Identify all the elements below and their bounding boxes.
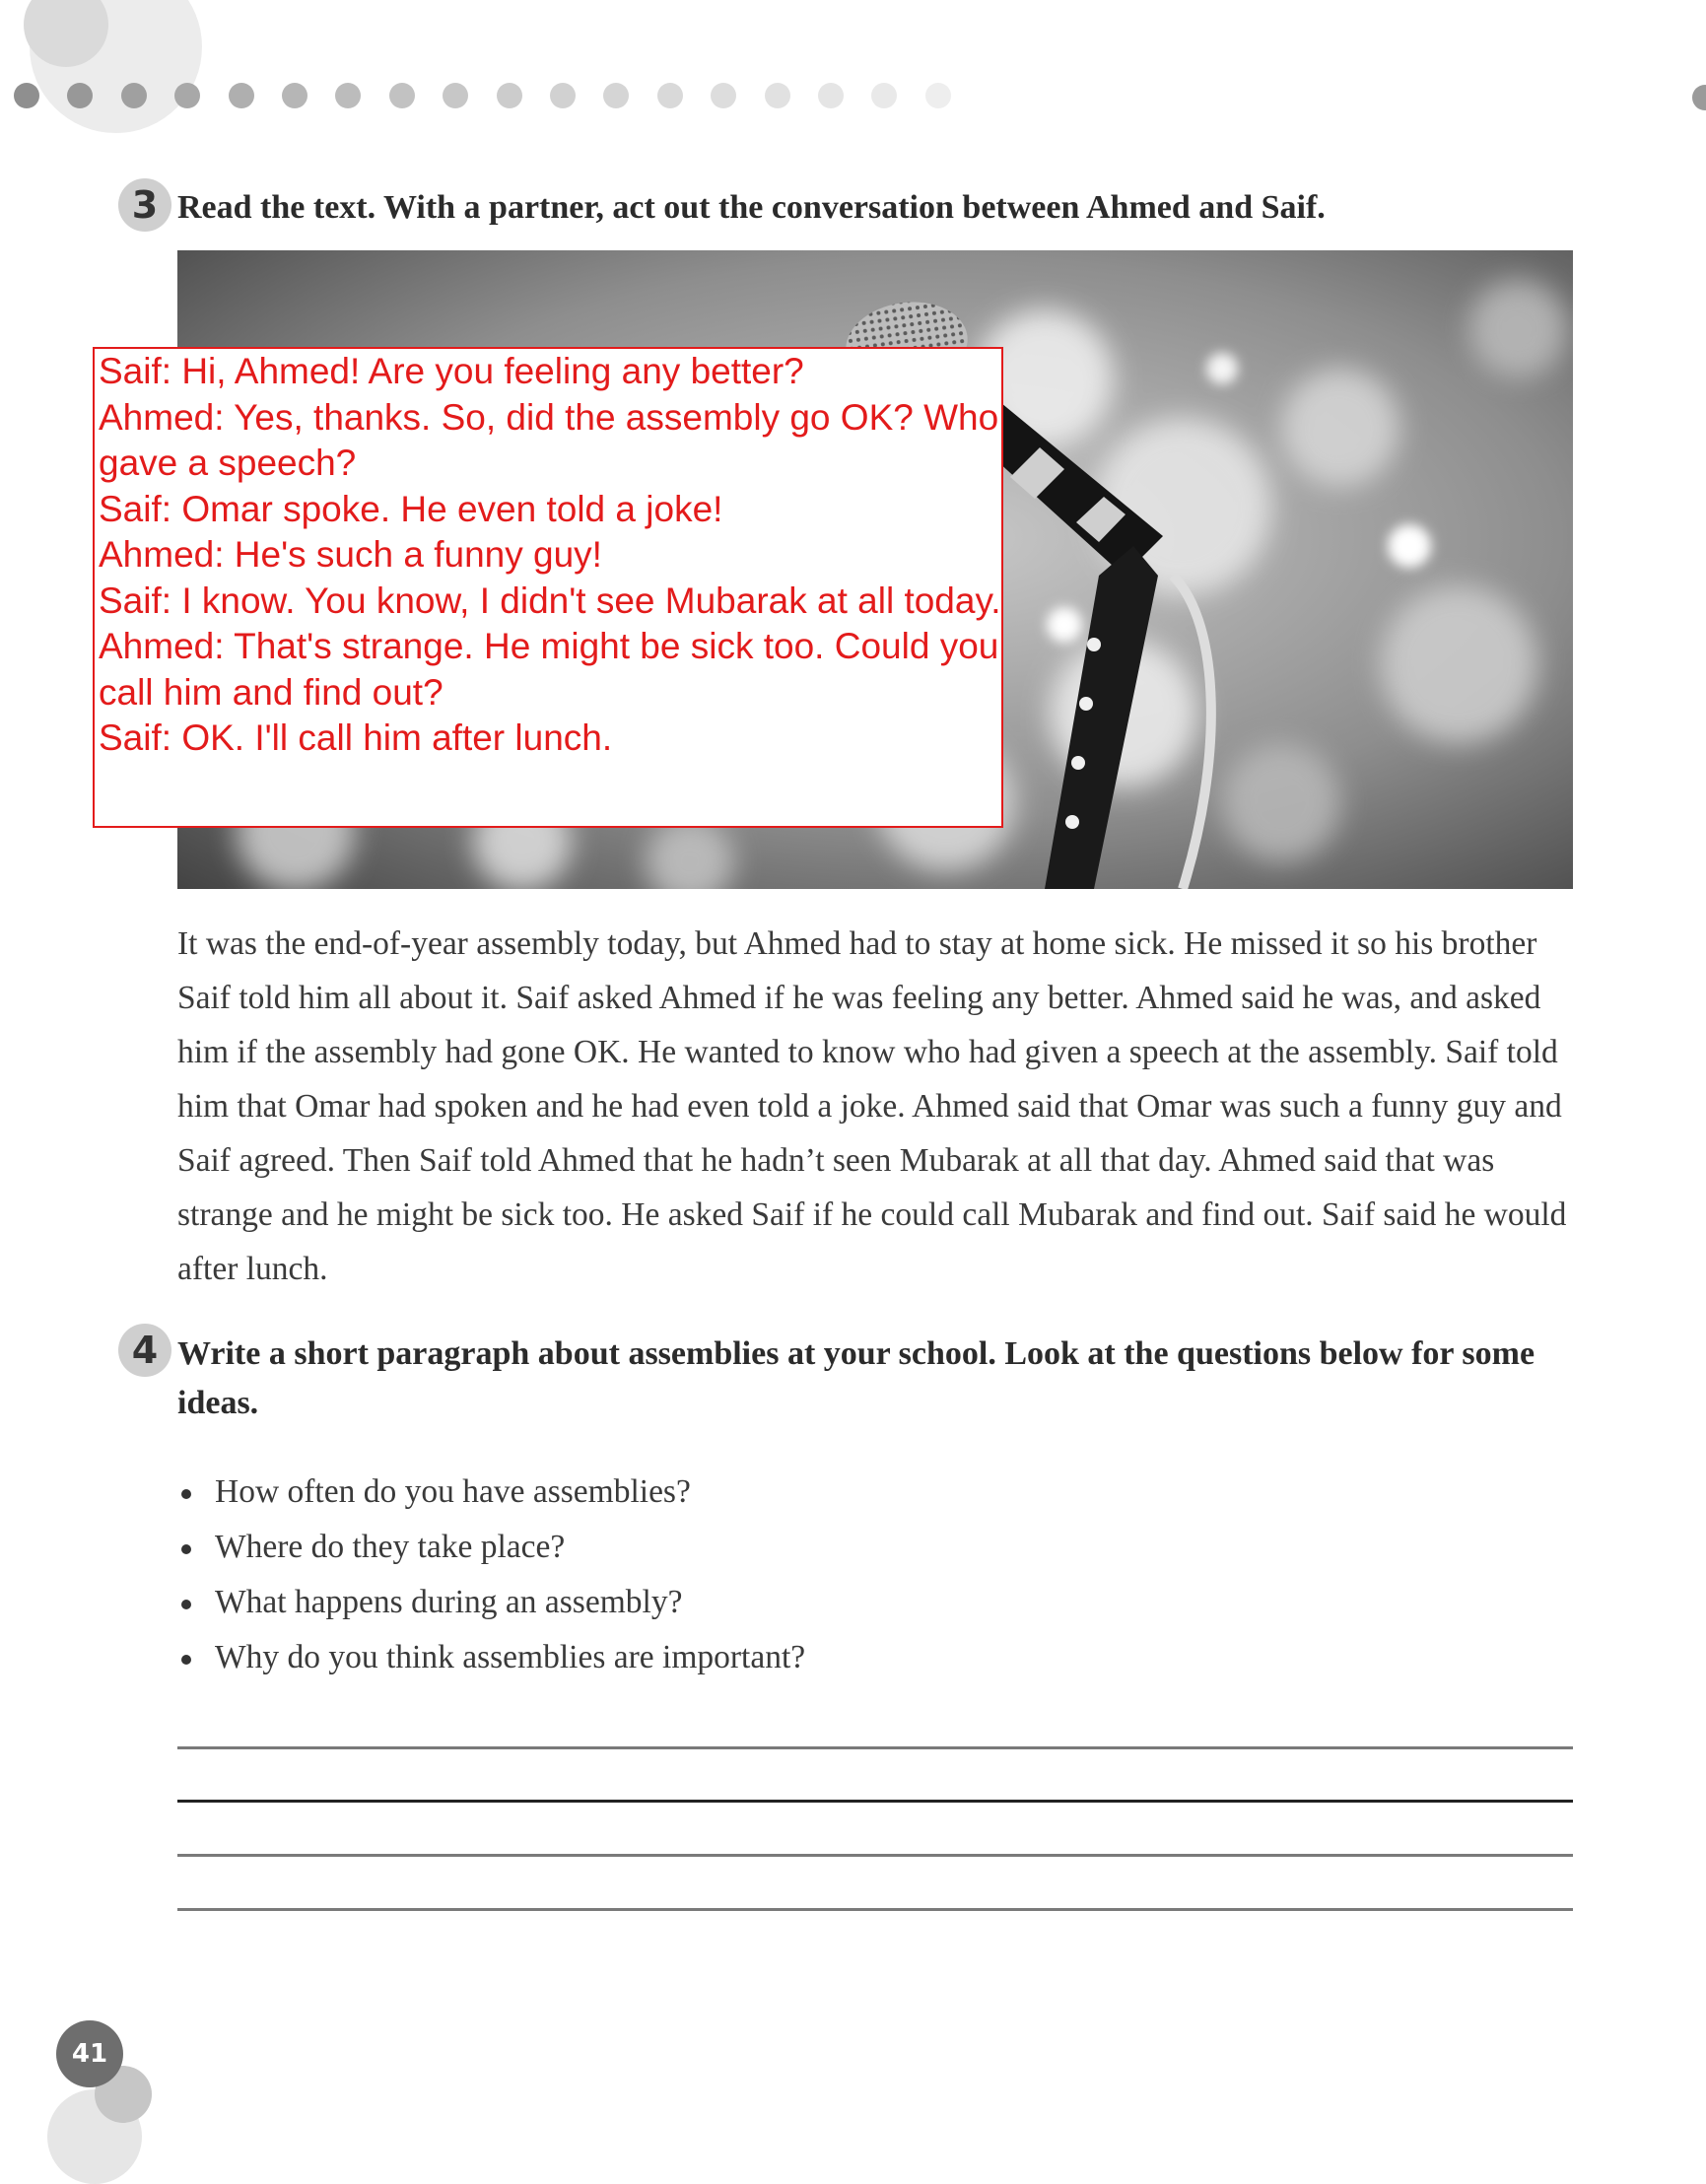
dialogue-line: Ahmed: He's such a funny guy! bbox=[99, 534, 602, 575]
idea-question: What happens during an assembly? bbox=[177, 1575, 805, 1630]
dialogue-line: Saif: Omar spoke. He even told a joke! bbox=[99, 488, 723, 529]
dialogue-line: Ahmed: Yes, thanks. So, did the assembly go OK? Who gave a speech? bbox=[99, 396, 999, 483]
idea-question: Where do they take place? bbox=[177, 1520, 805, 1575]
dialogue-line: Saif: I know. You know, I didn't see Mubarak at all today. bbox=[99, 580, 1001, 621]
page-number: 41 bbox=[56, 2020, 123, 2087]
header-dot bbox=[335, 83, 361, 108]
dialogue-line: Saif: Hi, Ahmed! Are you feeling any better? bbox=[99, 351, 804, 391]
reading-passage bbox=[177, 917, 1577, 1296]
header-dot bbox=[871, 83, 897, 108]
exercise-4-instruction: Write a short paragraph about assemblies at your school. Look at the questions below for some ideas. bbox=[177, 1335, 1535, 1421]
header-dot bbox=[174, 83, 200, 108]
header-dot bbox=[282, 83, 307, 108]
header-dot bbox=[765, 83, 790, 108]
header-dot bbox=[389, 83, 415, 108]
idea-question: Why do you think assemblies are important? bbox=[177, 1630, 805, 1685]
header-dot bbox=[818, 83, 844, 108]
header-dot bbox=[497, 83, 522, 108]
writing-line-2[interactable] bbox=[177, 1800, 1573, 1803]
dialogue-box bbox=[93, 347, 1003, 828]
exercise-3-instruction: Read the text. With a partner, act out the conversation between Ahmed and Saif. bbox=[177, 189, 1326, 226]
writing-line-4[interactable] bbox=[177, 1908, 1573, 1911]
dialogue-line: Ahmed: That's strange. He might be sick too. Could you call him and find out? bbox=[99, 626, 999, 713]
exercise-4-number-badge: 4 bbox=[118, 1324, 171, 1377]
idea-question: How often do you have assemblies? bbox=[177, 1465, 805, 1520]
exercise-3-number-badge: 3 bbox=[118, 178, 171, 232]
header-dot bbox=[229, 83, 254, 108]
reading-passage-text: It was the end-of-year assembly today, but Ahmed had to stay at home sick. He missed it so his brother Saif told him all about it. Saif asked Ahmed if he was feeling any better. Ahmed said he was, and asked him if the assembly had gone OK. He wanted to know who had given a speech at the assembly. Saif told him that Omar had spoken and he had even told a joke. Ahmed said that Omar was such a funny guy and Saif agreed. Then Saif told Ahmed that he hadn’t seen Mubarak at all that day. Ahmed said that was strange and he might be sick too. He asked Saif if he could call Mubarak and find out. Saif said he would after lunch. bbox=[177, 925, 1567, 1287]
writing-line-1[interactable] bbox=[177, 1746, 1573, 1749]
dialogue-line: Saif: OK. I'll call him after lunch. bbox=[99, 717, 613, 758]
writing-line-3[interactable] bbox=[177, 1854, 1573, 1857]
header-dot bbox=[657, 83, 683, 108]
header-dot bbox=[14, 83, 39, 108]
header-dot bbox=[121, 83, 147, 108]
header-dot bbox=[443, 83, 468, 108]
header-dot bbox=[711, 83, 736, 108]
header-edge-dot bbox=[1692, 85, 1706, 110]
header-dot bbox=[550, 83, 576, 108]
header-dot bbox=[603, 83, 629, 108]
header-dot bbox=[925, 83, 951, 108]
idea-questions-list bbox=[177, 1465, 805, 1685]
